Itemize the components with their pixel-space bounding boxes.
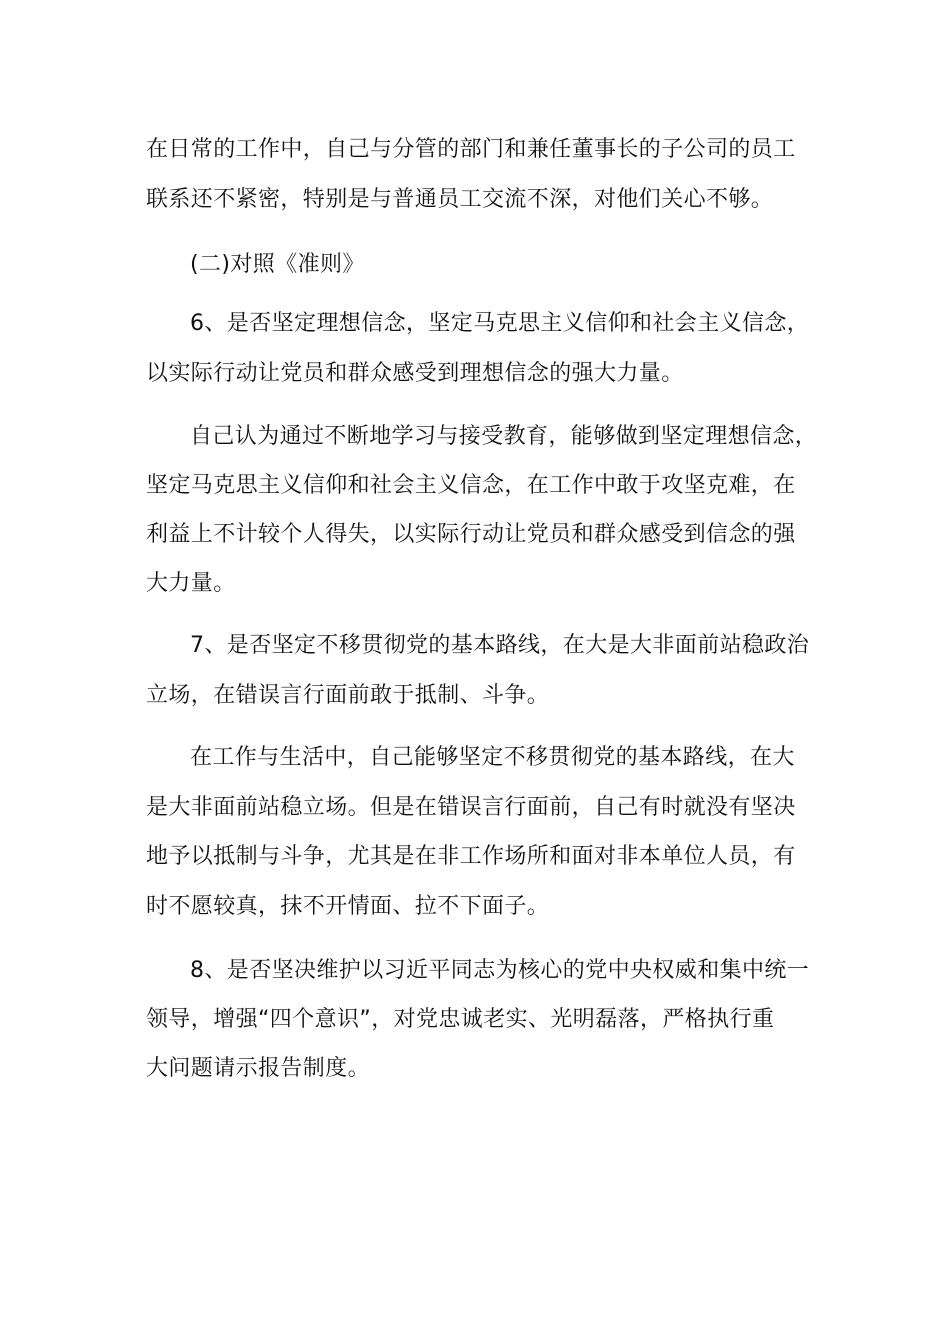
answer-line: 时不愿较真，抹不开情面、拉不下面子。 xyxy=(146,894,550,919)
section-heading: (二)对照《准则》 xyxy=(190,252,365,277)
text-line: 联系还不紧密，特别是与普通员工交流不深，对他们关心不够。 xyxy=(146,187,774,212)
question-line: 8、是否坚决维护以习近平同志为核心的党中央权威和集中统一 xyxy=(190,958,810,983)
answer-line: 自己认为通过不断地学习与接受教育，能够做到坚定理想信念， xyxy=(190,424,818,449)
answer-line: 坚定马克思主义信仰和社会主义信念，在工作中敢于攻坚克难，在 xyxy=(146,473,796,498)
question-line: 6、是否坚定理想信念，坚定马克思主义信仰和社会主义信念， xyxy=(190,311,810,336)
answer-line: 是大非面前站稳立场。但是在错误言行面前，自己有时就没有坚决 xyxy=(146,795,796,820)
question-line: 大问题请示报告制度。 xyxy=(146,1056,371,1081)
question-line: 以实际行动让党员和群众感受到理想信念的强大力量。 xyxy=(146,361,684,386)
question-line: 领导，增强“四个意识”，对党忠诚老实、光明磊落，严格执行重 xyxy=(146,1007,775,1032)
answer-line: 利益上不计较个人得失，以实际行动让党员和群众感受到信念的强 xyxy=(146,522,796,547)
text-line: 在日常的工作中，自己与分管的部门和兼任董事长的子公司的员工 xyxy=(146,137,796,162)
answer-line: 大力量。 xyxy=(146,571,236,596)
question-line: 立场，在错误言行面前敢于抵制、斗争。 xyxy=(146,683,550,708)
answer-line: 在工作与生活中，自己能够坚定不移贯彻党的基本路线，在大 xyxy=(190,745,795,770)
answer-line: 地予以抵制与斗争，尤其是在非工作场所和面对非本单位人员，有 xyxy=(146,844,796,869)
question-line: 7、是否坚定不移贯彻党的基本路线，在大是大非面前站稳政治 xyxy=(190,633,810,658)
